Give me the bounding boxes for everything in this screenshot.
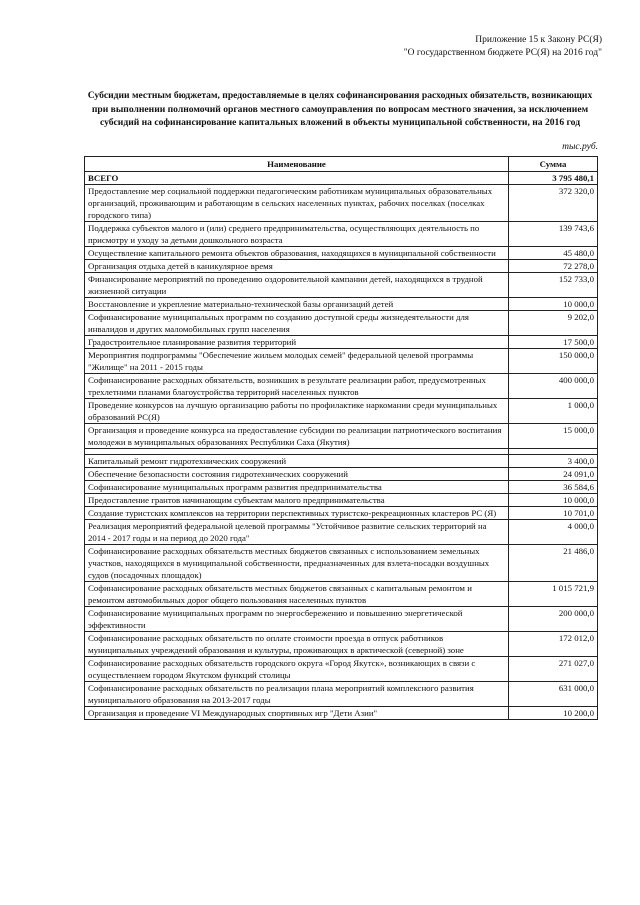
row-name: Обеспечение безопасности состояния гидротехнических сооружений (85, 468, 509, 481)
row-sum: 4 000,0 (509, 520, 598, 545)
row-name: Финансирование мероприятий по проведению оздоровительной кампании детей, находящихся в трудной жизненной ситуации (85, 273, 509, 298)
row-name: Градостроительное планирование развития территорий (85, 336, 509, 349)
table-row (85, 399, 598, 424)
table-row (85, 247, 598, 260)
row-sum: 631 000,0 (509, 682, 598, 707)
table-header-row (85, 157, 598, 172)
table-row (85, 494, 598, 507)
row-name: Софинансирование расходных обязательств, возникших в результате реализации работ, предусмотренных трехлетними планами благоустройства территорий населенных пунктов (85, 374, 509, 399)
total-label: ВСЕГО (85, 172, 509, 185)
table-row (85, 222, 598, 247)
column-header-name: Наименование (85, 157, 509, 172)
table-row (85, 349, 598, 374)
table-row (85, 455, 598, 468)
row-name: Софинансирование расходных обязательств по реализации плана мероприятий комплексного развития муниципального образования на 2013-2017 годы (85, 682, 509, 707)
row-name: Создание туристских комплексов на территории перспективных туристско-рекреационных кластеров РС (Я) (85, 507, 509, 520)
row-sum: 10 000,0 (509, 298, 598, 311)
row-sum: 10 200,0 (509, 707, 598, 720)
row-name: Софинансирование муниципальных программ по созданию доступной среды жизнедеятельности для инвалидов и других маломобильных групп населения (85, 311, 509, 336)
table-row (85, 707, 598, 720)
row-name: Осуществление капитального ремонта объектов образования, находящихся в муниципальной собственности (85, 247, 509, 260)
row-sum: 3 400,0 (509, 455, 598, 468)
row-sum: 372 320,0 (509, 185, 598, 222)
table-row (85, 468, 598, 481)
row-sum: 10 701,0 (509, 507, 598, 520)
row-sum: 150 000,0 (509, 349, 598, 374)
document-title: Субсидии местным бюджетам, предоставляемые в целях софинансирования расходных обязательств, возникающих при выполнении полномочий органов местного самоуправления по вопросам местного значения, за исключением субсидий на софинансирование капитальных вложений в объекты муниципальной собственности, на 2016 год (87, 90, 593, 128)
row-name: Организация и проведение конкурса на предоставление субсидии по реализации патриотического воспитания молодежи в муниципальных образованиях Республики Саха (Якутия) (85, 424, 509, 449)
row-name: Предоставление грантов начинающим субъектам малого предпринимательства (85, 494, 509, 507)
row-sum: 24 091,0 (509, 468, 598, 481)
table-row (85, 607, 598, 632)
table-row (85, 374, 598, 399)
row-name: Капитальный ремонт гидротехнических сооружений (85, 455, 509, 468)
table-row (85, 336, 598, 349)
table-row (85, 298, 598, 311)
table-row (85, 657, 598, 682)
table-row (85, 582, 598, 607)
table-row (85, 481, 598, 494)
row-sum: 21 486,0 (509, 545, 598, 582)
row-sum: 139 743,6 (509, 222, 598, 247)
table-row (85, 520, 598, 545)
total-row (85, 172, 598, 185)
row-sum: 9 202,0 (509, 311, 598, 336)
appendix-line-2: "О государственном бюджете РС(Я) на 2016 год" (403, 48, 602, 58)
row-sum: 36 584,6 (509, 481, 598, 494)
row-name: Софинансирование расходных обязательств местных бюджетов связанных с капитальным ремонтом и ремонтом автомобильных дорог общего пользования населенных пунктов (85, 582, 509, 607)
table-row (85, 424, 598, 449)
table-row (85, 545, 598, 582)
row-name: Организация отдыха детей в каникулярное время (85, 260, 509, 273)
row-sum: 400 000,0 (509, 374, 598, 399)
row-sum: 45 480,0 (509, 247, 598, 260)
row-sum: 10 000,0 (509, 494, 598, 507)
row-name: Софинансирование расходных обязательств городского округа «Город Якутск», возникающих в связи с осуществлением городом Якутском функций столицы (85, 657, 509, 682)
row-sum: 17 500,0 (509, 336, 598, 349)
table-row (85, 682, 598, 707)
row-name: Восстановление и укрепление материально-технической базы организаций детей (85, 298, 509, 311)
row-name: Софинансирование расходных обязательств по оплате стоимости проезда в отпуск работников муниципальных учреждений образования и культуры, проживающих в арктической (северной) зоне (85, 632, 509, 657)
row-sum: 152 733,0 (509, 273, 598, 298)
row-name: Проведение конкурсов на лучшую организацию работы по профилактике наркомании среди муниципальных образований РС(Я) (85, 399, 509, 424)
subsidies-table (84, 156, 598, 720)
row-name: Поддержка субъектов малого и (или) среднего предпринимательства, осуществляющих деятельность по присмотру и уходу за детьми дошкольного возраста (85, 222, 509, 247)
row-sum: 72 278,0 (509, 260, 598, 273)
total-value: 3 795 480,1 (509, 172, 598, 185)
row-name: Софинансирование муниципальных программ по энергосбережению и повышению энергетической эффективности (85, 607, 509, 632)
row-name: Организация и проведение VI Международных спортивных игр "Дети Азии" (85, 707, 509, 720)
table-row (85, 632, 598, 657)
table-row (85, 260, 598, 273)
row-sum: 200 000,0 (509, 607, 598, 632)
appendix-header (404, 34, 602, 60)
unit-label: тыс.руб. (562, 142, 598, 152)
column-header-sum: Сумма (509, 157, 598, 172)
row-name: Предоставление мер социальной поддержки педагогическим работникам муниципальных образовательных организаций, проживающим и работающим в сельских населенных пунктах, рабочих поселках (поселках городского типа) (85, 185, 509, 222)
row-sum: 172 012,0 (509, 632, 598, 657)
row-name: Реализация мероприятий федеральной целевой программы "Устойчивое развитие сельских территорий на 2014 - 2017 годы и на период до 2020 года" (85, 520, 509, 545)
row-name: Мероприятия подпрограммы "Обеспечение жильем молодых семей" федеральной целевой программы "Жилище" на 2011 - 2015 годы (85, 349, 509, 374)
row-sum: 271 027,0 (509, 657, 598, 682)
row-sum: 15 000,0 (509, 424, 598, 449)
appendix-line-1: Приложение 15 к Закону РС(Я) (475, 35, 602, 45)
table-row (85, 185, 598, 222)
table-row (85, 311, 598, 336)
table-row (85, 273, 598, 298)
row-name: Софинансирование расходных обязательств местных бюджетов связанных с использованием земельных участков, находящихся в муниципальной собственности, предназначенных для взлета-посадки воздушных судов (посадочных площадок) (85, 545, 509, 582)
row-name: Софинансирование муниципальных программ развития предпринимательства (85, 481, 509, 494)
row-sum: 1 015 721,9 (509, 582, 598, 607)
table-row (85, 507, 598, 520)
row-sum: 1 000,0 (509, 399, 598, 424)
